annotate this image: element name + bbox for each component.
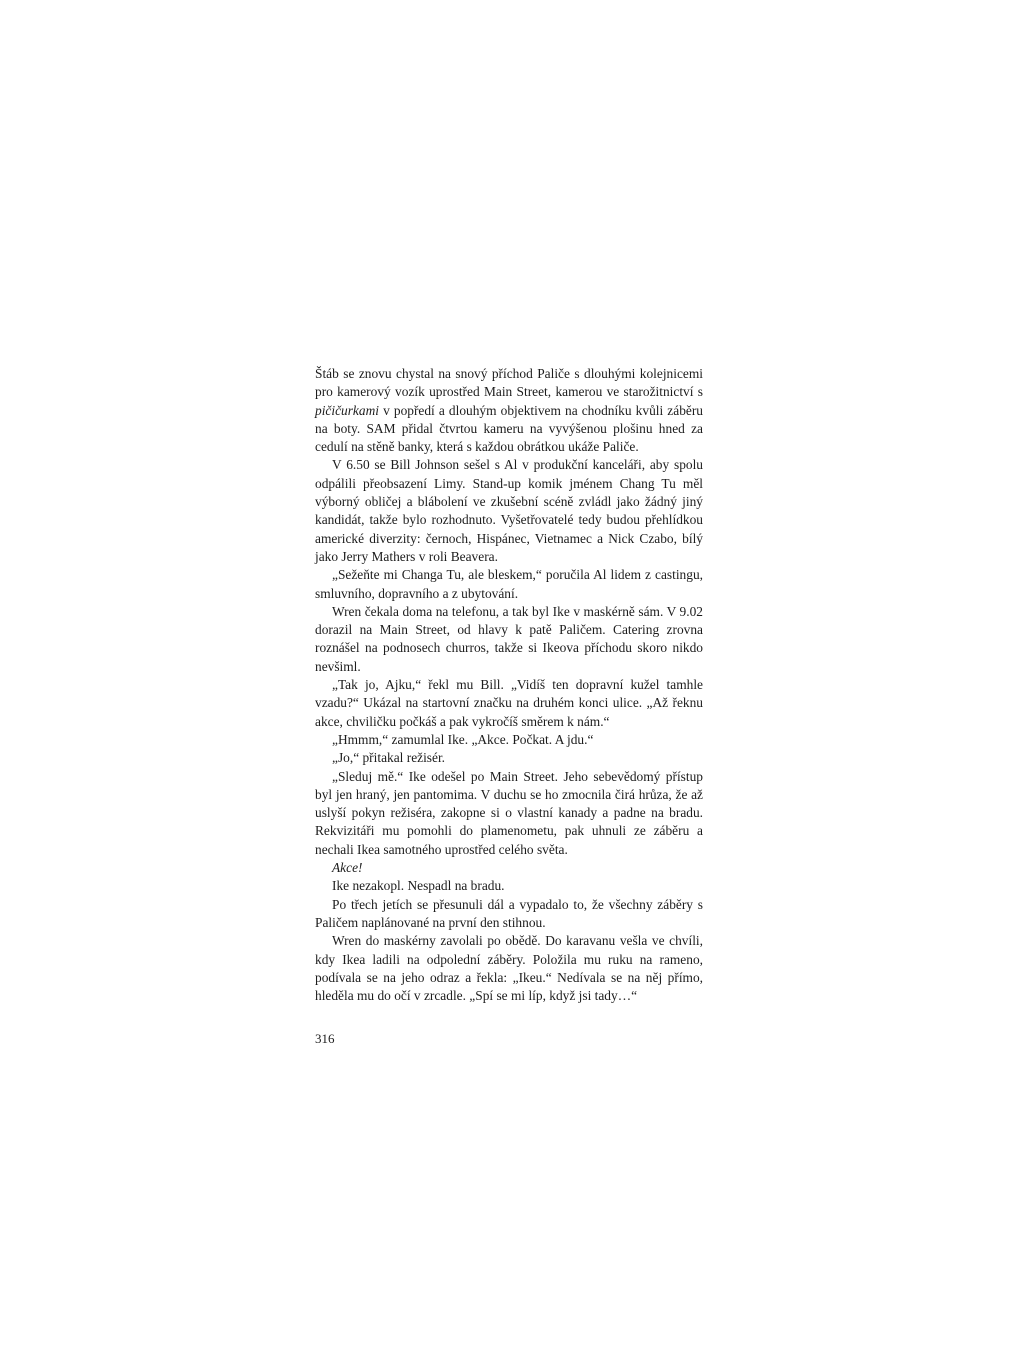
paragraph-10: Ike nezakopl. Nespadl na bradu. [332, 878, 505, 894]
paragraph-3: „Sežeňte mi Changa Tu, ale bleskem,“ poručila Al lidem z castingu, smluvního, dopravního a z ubytování. [315, 567, 703, 601]
paragraph-8: „Sleduj mě.“ Ike odešel po Main Street. Jeho sebevědomý přístup byl jen hraný, jen pantomima. V duchu se ho zmocnila čirá hrůza, že až uslyší pokyn režiséra, zakopne si o vlastní kanady a padne na bradu. Rekvizitáři mu pomohli do plamenometu, pak uhnuli ze záběru a nechali Ikea samotného uprostřed celého světa. [315, 768, 703, 857]
paragraph-9-italic: Akce! [332, 860, 363, 876]
paragraph-6: „Hmmm,“ zamumlal Ike. „Akce. Počkat. A jdu.“ [332, 731, 594, 747]
paragraph-5: „Tak jo, Ajku,“ řekl mu Bill. „Vidíš ten dopravní kužel tamhle vzadu?“ Ukázal na startovní značku na druhém konci ulice. „Až řeknu akce, chviličku počkáš a pak vykročíš směrem k nám.“ [315, 677, 703, 729]
paragraph-7: „Jo,“ přitakal režisér. [332, 750, 446, 766]
paragraph-1-text-end: v popředí a dlouhým objektivem na chodníku kvůli záběru na boty. SAM přidal čtvrtou kameru na vyvýšenou plošinu hned za cedulí na stěně banky, která s každou obrátkou ukáže Paliče. [315, 402, 703, 455]
paragraph-1-italic-word: pičičurkami [315, 402, 379, 418]
paragraph-12: Wren do maskérny zavolali po obědě. Do karavanu vešla ve chvíli, kdy Ikea ladili na odpolední záběry. Položila mu ruku na rameno, podívala se na jeho odraz a řekla: „Ikeu.“ Nedívala se na něj přímo, hleděla mu do očí v zrcadle. „Spí se mi líp, když jsi tady…“ [315, 933, 703, 1004]
paragraph-1 [315, 365, 703, 456]
paragraph-4: Wren čekala doma na telefonu, a tak byl Ike v maskérně sám. V 9.02 dorazil na Main Street, od hlavy k patě Paličem. Catering zrovna roznášel na podnosech churros, takže si Ikeova příchodu skoro nikdo nevšiml. [315, 603, 703, 674]
paragraph-2: V 6.50 se Bill Johnson sešel s Al v produkční kanceláři, aby spolu odpálili přeobsazení Limy. Stand-up komik jménem Chang Tu měl výborný obličej a blábolení ve zkušební scéně zvládl jako žádný jiný kandidát, takže bylo rozhodnuto. Vyšetřovatelé tedy budou přehlídkou americké diverzity: černoch, Hispánec, Vietnamec a Nick Czabo, bílý jako Jerry Mathers v roli Beavera. [315, 457, 703, 564]
body-text [315, 365, 703, 1005]
page-number: 316 [315, 1031, 335, 1046]
paragraph-11: Po třech jetích se přesunuli dál a vypadalo to, že všechny záběry s Paličem naplánované na první den stihnou. [315, 896, 703, 930]
paragraph-9 [315, 859, 703, 877]
paragraph-1-text-start: Štáb se znovu chystal na snový příchod Paliče s dlouhými kolejnicemi pro kamerový vozík uprostřed Main Street, kamerou ve starožitnictví s [315, 366, 703, 400]
